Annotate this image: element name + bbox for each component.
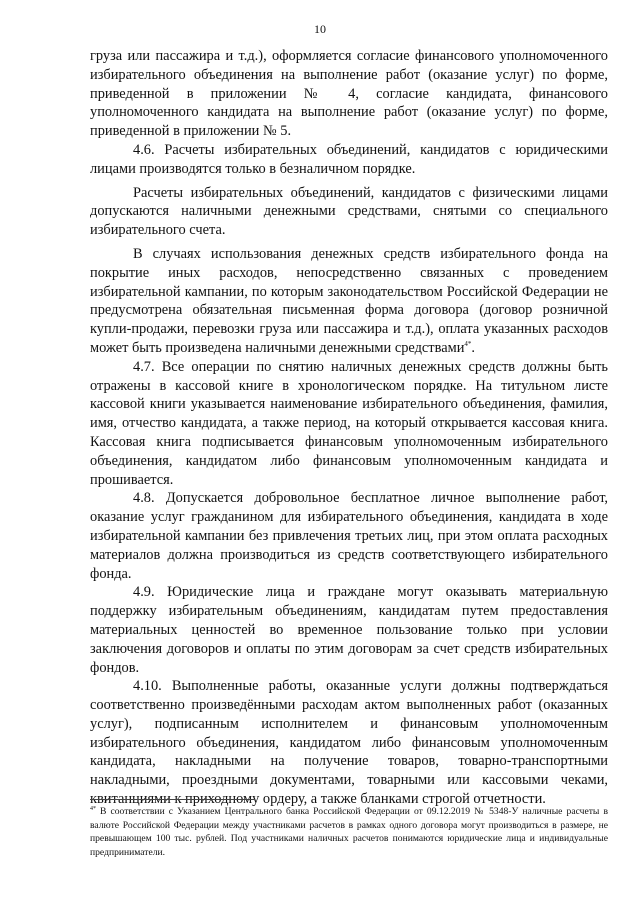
body-text (90, 47, 608, 809)
paragraph-text: 4.6. Расчеты избирательных объединений, кандидатов с юридическими лицами производятся только в безналичном порядке. (90, 141, 608, 177)
paragraph-4-7 (90, 358, 608, 490)
paragraph-text: Расчеты избирательных объединений, кандидатов с физическими лицами допускаются наличными денежными средствами, снятыми со специального избирательного счета. (90, 184, 608, 239)
paragraph-4-10 (90, 677, 608, 809)
paragraph-text: 4.7. Все операции по снятию наличных денежных средств должны быть отражены в кассовой книге в хронологическом порядке. На титульном листе кассовой книги указывается наименование избирательного объединения, фамилия, имя, отчество кандидата, а также период, на который открывается кассовая книга. Кассовая книга подписывается финансовым уполномоченным избирательного объединения, кандидатом либо финансовым уполномоченным кандидата и прошивается. (90, 358, 608, 488)
paragraph-cash-settlements (90, 184, 608, 240)
paragraph-text: груза или пассажира и т.д.), оформляется согласие финансового уполномоченного избирательного объединения на выполнение работ (оказание услуг) по форме, приведенной в приложении № 4, согласие кандидата, финансового уполномоченного кандидата на выполнение работ (оказание услуг) по форме, приведенной в приложении № 5. (90, 48, 608, 140)
footnote-marker: 4* (90, 805, 96, 812)
paragraph-text: 4.10. Выполненные работы, оказанные услуги должны подтверждаться соответственно произведёнными расходам актом выполненных работ (оказанных услуг), подписанным исполнителем и финансовым уполномоченным избирательного объединения, кандидатом либо финансовым уполномоченным кандидата, накладными на получение товаров, товарно-транспортными накладными, проездными документами, товарными или кассовыми чеками, квитанциями к приходному ордеру, а также бланками строгой отчетности. (90, 678, 608, 808)
footnote (90, 805, 608, 859)
paragraph-4-8 (90, 489, 608, 583)
paragraph-4-9 (90, 583, 608, 677)
paragraph-continuation (90, 47, 608, 141)
paragraph-text: 4.9. Юридические лица и граждане могут оказывать материальную поддержку избирательным объединениям, кандидатам путем предоставления материальных ценностей во временное пользование только при условии заключения договоров и оплаты по этим договорам за счет средств избирательных фондов. (90, 584, 608, 676)
footnote-divider (90, 799, 255, 800)
paragraph-other-expenses: В случаях использования денежных средств избирательного фонда на покрытие иных расходов, непосредственно связанных с проведением избирательной кампании, по которым законодательством Российской Федерации не предусмотрена обязательная письменная форма договора (договор розничной купли-продажи, перевозки груза или пассажира и т.д.), оплата указанных расходов может быть произведена наличными денежными средствами$^{4*}$. (90, 245, 608, 356)
paragraph-text: 4.8. Допускается добровольное бесплатное личное выполнение работ, оказание услуг гражданином для избирательного объединения, кандидата в ходе избирательной кампании без привлечения третьих лиц, при этом оплата расходных материалов должна производиться из средств соответствующего избирательного фонда. (90, 490, 608, 582)
paragraph-4-6 (90, 141, 608, 179)
footnote-text: В соответствии с Указанием Центрального банка Российской Федерации от 09.12.2019 № 5348-У наличные расчеты в валюте Российской Федерации между участниками расчетов в рамках одного договора могут производиться в размере, не превышающем 100 тыс. рублей. Под участниками наличных расчетов понимаются юридические лица и индивидуальные предприниматели. (90, 806, 608, 858)
paragraph-text: В случаях использования денежных средств избирательного фонда на покрытие иных расходов, непосредственно связанных с проведением избирательной кампании, по которым законодательством Российской Федерации не предусмотрена обязательная письменная форма договора (договор розничной купли-продажи, перевозки груза или пассажира и т.д.), оплата указанных расходов может быть произведена наличными денежными средствами (90, 245, 608, 356)
page-number: 10 (314, 22, 326, 36)
footnote-reference: 4* (464, 340, 472, 349)
